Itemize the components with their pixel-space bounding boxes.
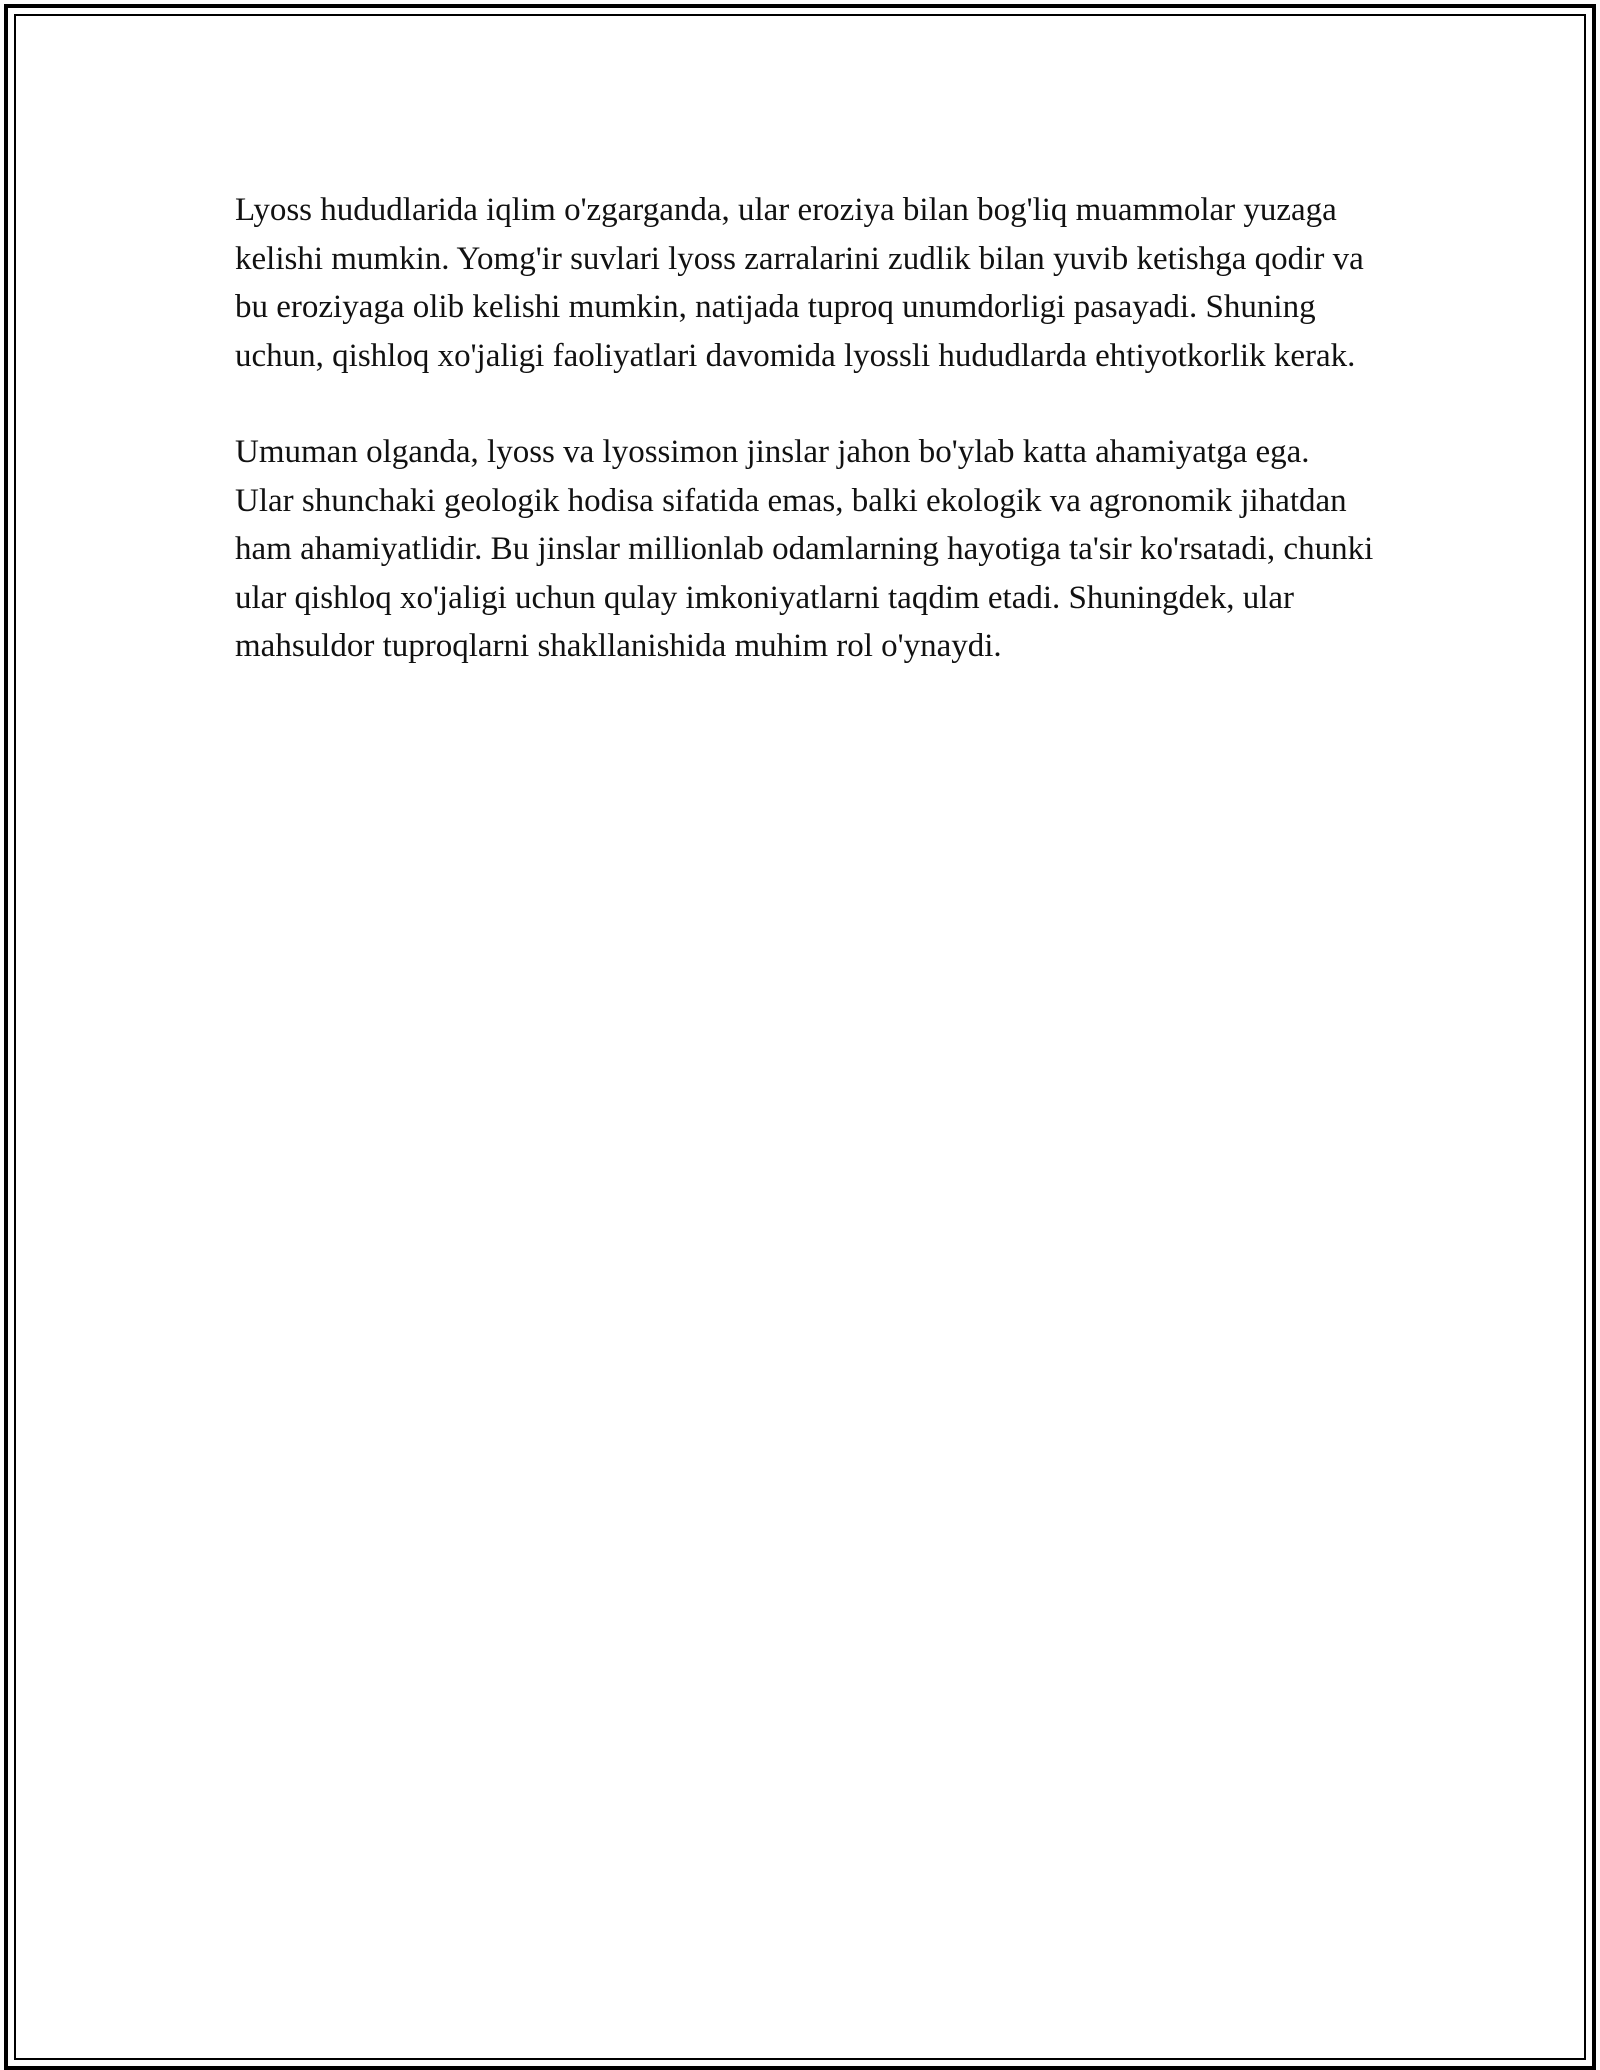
- paragraph-1: Lyoss hududlarida iqlim o'zgarganda, ular eroziya bilan bog'liq muammolar yuzaga kelishi mumkin. Yomg'ir suvlari lyoss zarralarini zudlik bilan yuvib ketishga qodir va bu eroziyaga olib kelishi mumkin, natijada tuproq unumdorligi pasayadi. Shuning uchun, qishloq xo'jaligi faoliyatlari davomida lyossli hududlarda ehtiyotkorlik kerak.: [235, 192, 1364, 374]
- paragraph-2: Umuman olganda, lyoss va lyossimon jinslar jahon bo'ylab katta ahamiyatga ega. Ular shunchaki geologik hodisa sifatida emas, balki ekologik va agronomik jihatdan ham ahamiyatlidir. Bu jinslar millionlab odamlarning hayotiga ta'sir ko'rsatadi, chunki ular qishloq xo'jaligi uchun qulay imkoniyatlarni taqdim etadi. Shuningdek, ular mahsuldor tuproqlarni shakllanishida muhim rol o'ynaydi.: [235, 434, 1374, 664]
- document-body: [235, 186, 1375, 719]
